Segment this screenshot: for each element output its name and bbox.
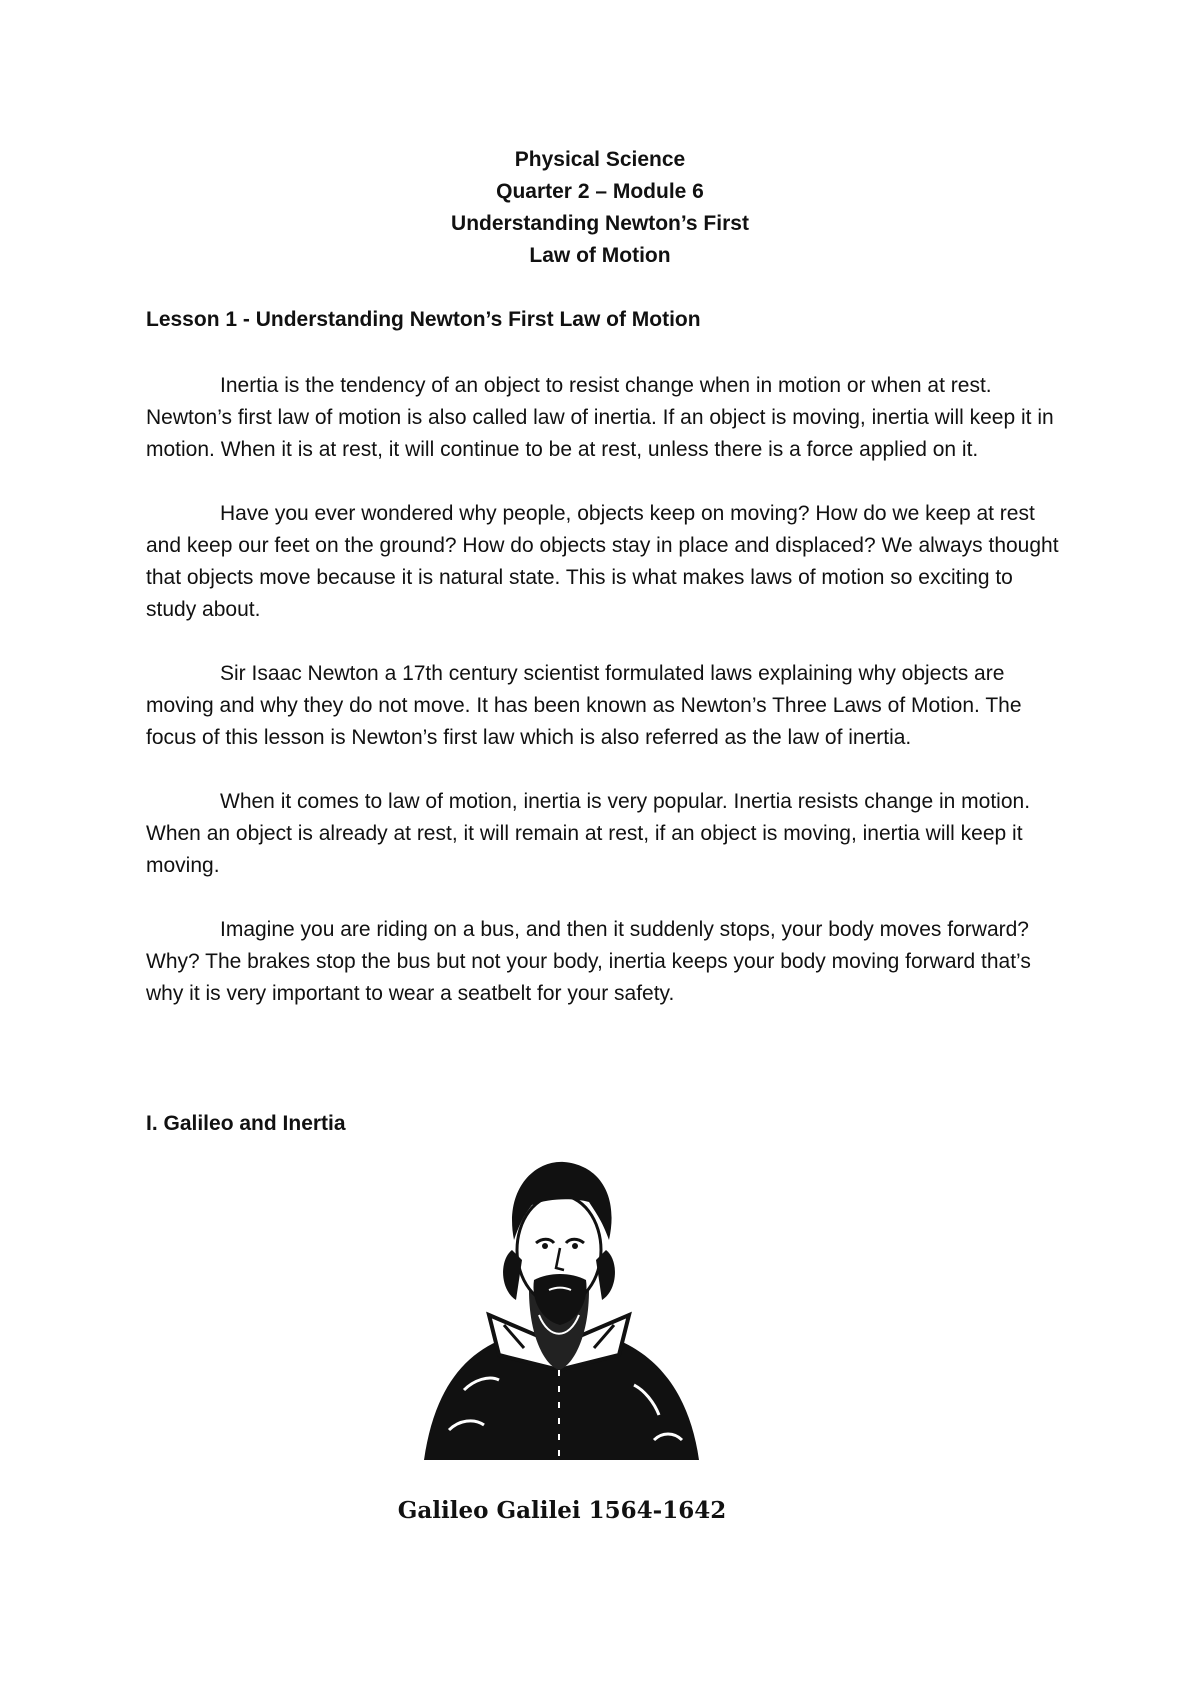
title-quarter-module: Quarter 2 – Module 6 [496, 180, 704, 203]
title-topic-line1: Understanding Newton’s First [451, 212, 749, 235]
paragraph-law-of-motion: When it comes to law of motion, inertia is very popular. Inertia resists change in motion. When an object is already at rest, it will remain at rest, if an object is moving, inertia will keep it moving. [146, 790, 1031, 877]
figure-caption: Galileo Galilei 1564-1642 [397, 1497, 727, 1524]
paragraph-bus-example: Imagine you are riding on a bus, and then it suddenly stops, your body moves forward? Why? The brakes stop the bus but not your body, inertia keeps your body moving forward that’s why it is very important to wear a seatbelt for your safety. [146, 918, 1031, 1005]
galileo-portrait-image [404, 1140, 714, 1480]
title-subject: Physical Science [514, 148, 686, 171]
section-heading: I. Galileo and Inertia [146, 1112, 346, 1135]
lesson-heading: Lesson 1 - Understanding Newton’s First Law of Motion [146, 308, 701, 331]
title-topic-line2: Law of Motion [529, 244, 671, 267]
body-text [146, 370, 1066, 1042]
paragraph-wondered: Have you ever wondered why people, objects keep on moving? How do we keep at rest and keep our feet on the ground? How do objects stay in place and displaced? We always thought that objects move because it is natural state. This is what makes laws of motion so exciting to study about. [146, 502, 1059, 621]
paragraph-inertia-definition: Inertia is the tendency of an object to resist change when in motion or when at rest. Newton’s first law of motion is also called law of inertia. If an object is moving, inertia will keep it in motion. When it is at rest, it will continue to be at rest, unless there is a force applied on it. [146, 374, 1054, 461]
document-title [0, 144, 1200, 272]
paragraph-newton: Sir Isaac Newton a 17th century scientist formulated laws explaining why objects are moving and why they do not move. It has been known as Newton’s Three Laws of Motion. The focus of this lesson is Newton’s first law which is also referred as the law of inertia. [146, 662, 1022, 749]
